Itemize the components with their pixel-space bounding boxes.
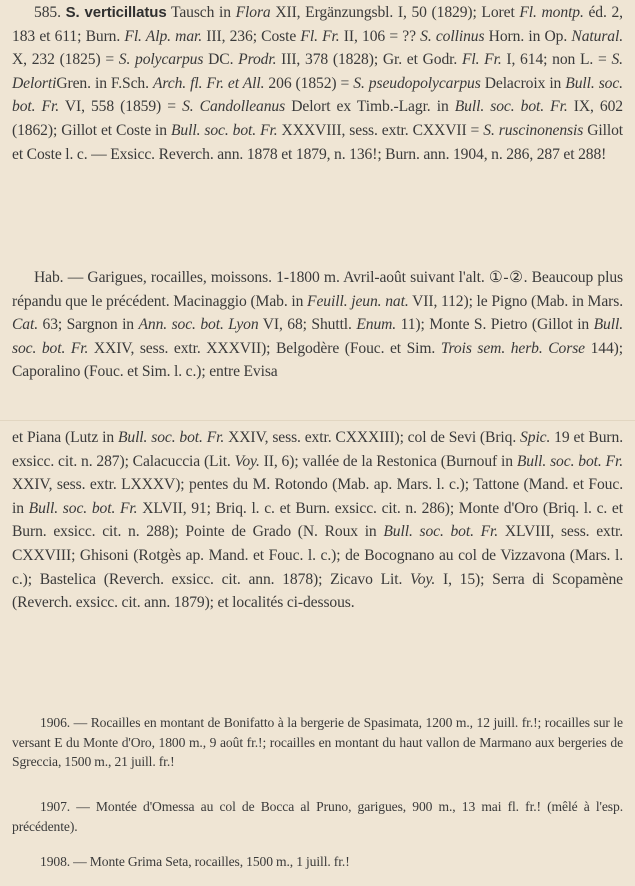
text-run: XXIV, sess. extr. LXXXV); pentes du M. Rotondo (Mab. ap. Mars. l. c.); Tattone (Mand. et Fouc. in [12, 476, 623, 517]
italic-reference: Ann. soc. bot. Lyon [138, 316, 259, 334]
text-run: 144); Caporalino (Fouc. et Sim. l. c.); entre Evisa [12, 339, 623, 381]
text-run: X, 232 (1825) = [12, 51, 119, 69]
italic-reference: Feuill. jeun. nat. [307, 292, 409, 310]
text-run: XII, Ergänzungsbl. I, 50 (1829); Loret [270, 4, 520, 21]
text-run: IX, 602 (1862); Gillot et Coste in [12, 98, 623, 139]
text-run: éd. 2, 183 et 611; Burn. [12, 4, 623, 45]
text-run: Horn. in Op. [484, 27, 572, 45]
record-1906: 1906. — Rocailles en montant de Bonifatto à la bergerie de Spasimata, 1200 m., 12 juill. fr.!; rocailles sur le versant E du Monte d'Oro, 1800 m., 9 août fr.!; rocailles en montant du haut vallon de Marmano aux bergeries de Sgreccia, 1500 m., 21 juill. fr.! [12, 715, 623, 770]
text-run: DC. [203, 51, 239, 69]
text-run: Gren. in F.Sch. [56, 74, 153, 92]
italic-reference: Fl. montp. [519, 4, 584, 21]
italic-reference: S. pseudopolycarpus [353, 74, 481, 92]
text-run: XXIV, sess. extr. XXXVII); Belgodère (Fouc. et Sim. [88, 339, 441, 357]
text-run: II, 6); vallée de la Restonica (Burnouf in [259, 452, 517, 470]
italic-reference: Arch. fl. Fr. et All. [152, 74, 265, 92]
text-run: VII, 112); le Pigno (Mab. in Mars. [408, 292, 624, 310]
text-run: VI, 558 (1859) = [59, 98, 183, 116]
text-run: 63; Sargnon in [38, 316, 139, 334]
italic-reference: Trois sem. herb. Corse [440, 339, 586, 357]
text-run: 19 et Burn. exsicc. cit. n. 287); Calacuccia (Lit. [12, 429, 623, 470]
text-run: 11); Monte S. Pietro (Gillot in [396, 316, 594, 334]
text-run: I, 15); Serra di Scopamène (Reverch. exsicc. cit. ann. 1879); et localités ci-dessous. [12, 570, 623, 612]
record-1907: 1907. — Montée d'Omessa au col de Bocca al Pruno, garigues, 900 m., 13 mai fl. fr.! (mêlé à l'esp. précédente). [12, 799, 623, 834]
italic-reference: Cat. [12, 316, 39, 334]
italic-reference: Bull. soc. bot. Fr. [171, 121, 278, 139]
text-run: XXXVIII, sess. extr. CXXVII = [277, 121, 484, 139]
localities-paragraph [12, 426, 623, 615]
italic-reference: Natural. [571, 27, 624, 45]
text-run: Hab. — Garigues, rocailles, moissons. 1-1800 m. Avril-août suivant l'alt. ①-②. Beaucoup plus répandu que le précédent. Macinaggio (Mab. in [12, 269, 623, 310]
italic-reference: Flora [235, 4, 271, 21]
italic-reference: S. Delorti [12, 51, 623, 92]
italic-reference: Voy. [410, 570, 436, 588]
italic-reference: S. polycarpus [118, 51, 204, 69]
entry-synonymy-paragraph [12, 1, 623, 166]
text-run: XLVIII, sess. extr. CXXVIII; Ghisoni (Rotgès ap. Mand. et Fouc. l. c.); de Bocognano au col de Vizzavona (Mars. l. c.); Bastelica (Reverch. exsicc. cit. ann. 1878); Zicavo Lit. [12, 523, 623, 588]
scan-seam-divider [0, 420, 635, 421]
italic-reference: S. Candolleanus [182, 98, 286, 116]
italic-reference: S. collinus [420, 27, 485, 45]
italic-reference: Bull. soc. bot. Fr. [12, 316, 623, 357]
italic-reference: Spic. [520, 429, 551, 446]
text-run: Delort ex Timb.-Lagr. in [285, 98, 455, 116]
synonymy-text [12, 4, 623, 163]
italic-reference: Fl. Alp. mar. [124, 27, 203, 45]
entry-number: 585. [34, 4, 61, 21]
italic-reference: Bull. soc. bot. Fr. [117, 429, 225, 446]
italic-reference: Prodr. [238, 51, 277, 69]
text-run: III, 236; Coste [202, 27, 301, 45]
text-run: et Piana (Lutz in [12, 429, 118, 446]
species-name: S. verticillatus [65, 4, 167, 21]
habitat-paragraph [12, 266, 623, 384]
italic-reference: Fl. Fr. [461, 51, 502, 69]
text-run: 206 (1852) = [264, 74, 354, 92]
text-run: III, 378 (1828); Gr. et Godr. [276, 51, 462, 69]
text-run: Gillot et Coste l. c. — Exsicc. Reverch. ann. 1878 et 1879, n. 136!; Burn. ann. 1904, n. 286, 287 et 288! [12, 121, 624, 163]
italic-reference: Fl. Fr. [300, 27, 340, 45]
text-run: Delacroix in [480, 74, 566, 92]
italic-reference: Bull. soc. bot. Fr. [454, 98, 568, 116]
text-run: I, 614; non L. = [501, 51, 612, 69]
italic-reference: Voy. [234, 452, 260, 470]
text-run: Tausch in [166, 4, 236, 21]
italic-reference: Bull. soc. bot. Fr. [383, 523, 499, 541]
text-run: XLVII, 91; Briq. l. c. et Burn. exsicc. cit. n. 286); Monte d'Oro (Briq. l. c. et Burn. exsicc. cit. n. 288); Pointe de Grado (N. Roux in [12, 499, 623, 541]
italic-reference: S. ruscinonensis [483, 121, 584, 139]
text-run: XXIV, sess. extr. CXXXIII); col de Sevi (Briq. [224, 429, 521, 446]
italic-reference: Enum. [356, 316, 397, 334]
text-run: II, 106 = ?? [339, 27, 421, 45]
italic-reference: Bull. soc. bot. Fr. [12, 74, 623, 116]
italic-reference: Bull. soc. bot. Fr. [28, 499, 138, 517]
italic-reference: Bull. soc. bot. Fr. [516, 452, 624, 470]
record-1908: 1908. — Monte Grima Seta, rocailles, 1500 m., 1 juill. fr.! [40, 854, 350, 869]
text-run: VI, 68; Shuttl. [258, 316, 357, 334]
